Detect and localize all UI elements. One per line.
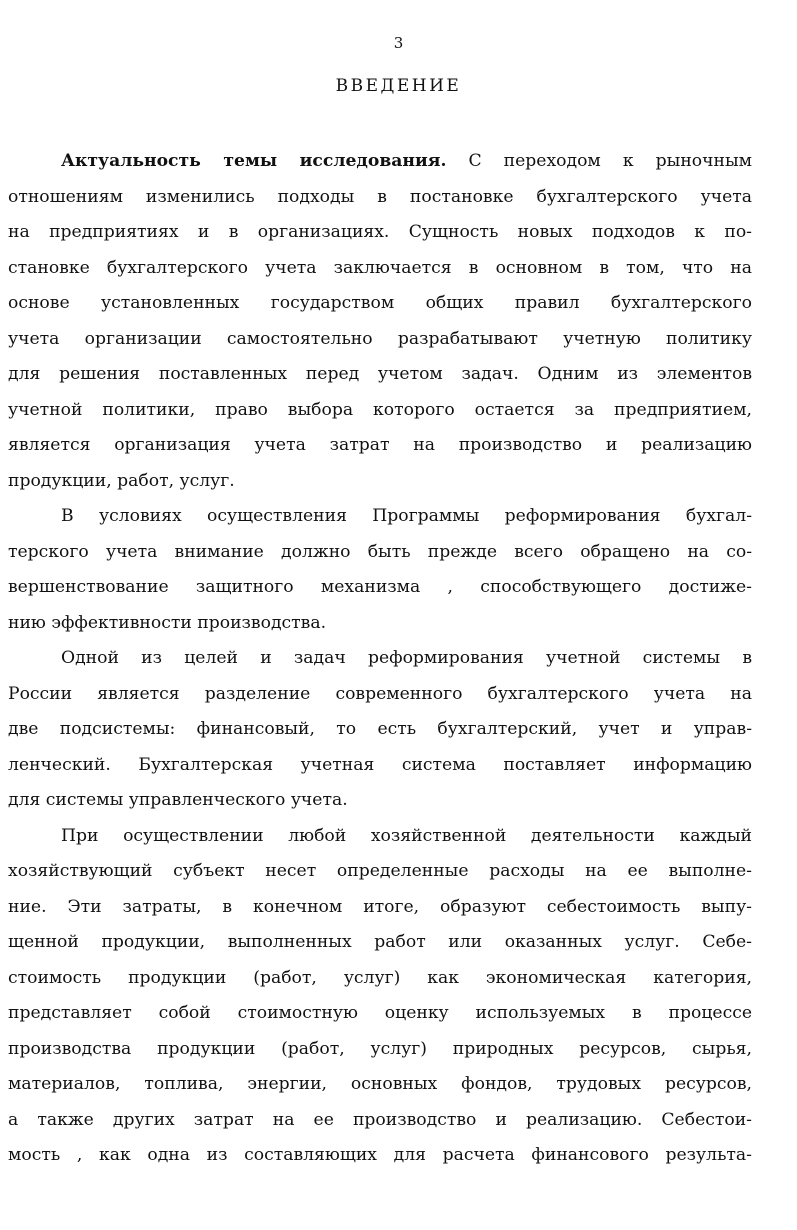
paragraph-1-line-1 — [61, 149, 752, 173]
paragraph-4-line-8: материалов, топлива, энергии, основных фондов, трудовых ресурсов, — [8, 1074, 752, 1094]
paragraph-1-line-9: является организация учета затрат на производство и реализацию — [8, 435, 752, 455]
paragraph-1-line-4: становке бухгалтерского учета заключается в основном в том, что на — [8, 257, 752, 278]
paragraph-4-line-2: хозяйствующий субъект несет определенные расходы на ее выполне- — [8, 861, 752, 881]
paragraph-1-line-5: основе установленных государством общих правил бухгалтерского — [8, 293, 752, 313]
paragraph-1-line-1-text: С переходом к рыночным — [468, 151, 752, 171]
paragraph-4-line-4: щенной продукции, выполненных работ или оказанных услуг. Себе- — [8, 932, 752, 952]
paragraph-1-line-3: на предприятиях и в организациях. Сущность новых подходов к по- — [8, 222, 752, 242]
paragraph-3-line-3: две подсистемы: финансовый, то есть бухгалтерский, учет и управ- — [8, 719, 752, 739]
paragraph-4-line-10: мость , как одна из составляющих для расчета финансового результа- — [8, 1145, 752, 1165]
paragraph-3-line-5: для системы управленческого учета. — [8, 790, 348, 810]
paragraph-4-line-3: ние. Эти затраты, в конечном итоге, образуют себестоимость выпу- — [8, 896, 752, 917]
paragraph-1-lead: Актуальность темы исследования. — [61, 151, 447, 171]
paragraph-2-line-2: терского учета внимание должно быть прежде всего обращено на со- — [8, 541, 752, 562]
paragraph-1-line-10: продукции, работ, услуг. — [8, 470, 235, 491]
paragraph-1-line-7: для решения поставленных перед учетом задач. Одним из элементов — [8, 364, 752, 384]
paragraph-4-line-5: стоимость продукции (работ, услуг) как экономическая категория, — [8, 967, 752, 988]
paragraph-1-line-2: отношениям изменились подходы в постановке бухгалтерского учета — [8, 186, 752, 207]
paragraph-4-line-6: представляет собой стоимостную оценку используемых в процессе — [8, 1003, 752, 1023]
paragraph-3-line-2: России является разделение современного бухгалтерского учета на — [8, 683, 752, 704]
paragraph-2-line-1: В условиях осуществления Программы реформирования бухгал- — [61, 506, 752, 526]
paragraph-1-line-8: учетной политики, право выбора которого остается за предприятием, — [8, 399, 752, 420]
paragraph-4-line-1: При осуществлении любой хозяйственной деятельности каждый — [61, 825, 752, 846]
paragraph-4-line-9: а также других затрат на ее производство и реализацию. Себестои- — [8, 1109, 752, 1130]
paragraph-3-line-4: ленческий. Бухгалтерская учетная система поставляет информацию — [8, 754, 752, 775]
page-number: 3 — [393, 34, 404, 52]
paragraph-3-line-1: Одной из целей и задач реформирования учетной системы в — [61, 648, 752, 668]
paragraph-1-line-6: учета организации самостоятельно разрабатывают учетную политику — [8, 328, 752, 349]
paragraph-2-line-4: нию эффективности производства. — [8, 612, 327, 633]
section-heading: ВВЕДЕНИЕ — [335, 76, 462, 96]
paragraph-4-line-7: производства продукции (работ, услуг) природных ресурсов, сырья, — [8, 1038, 752, 1059]
paragraph-2-line-3: вершенствование защитного механизма , способствующего достиже- — [8, 577, 752, 597]
